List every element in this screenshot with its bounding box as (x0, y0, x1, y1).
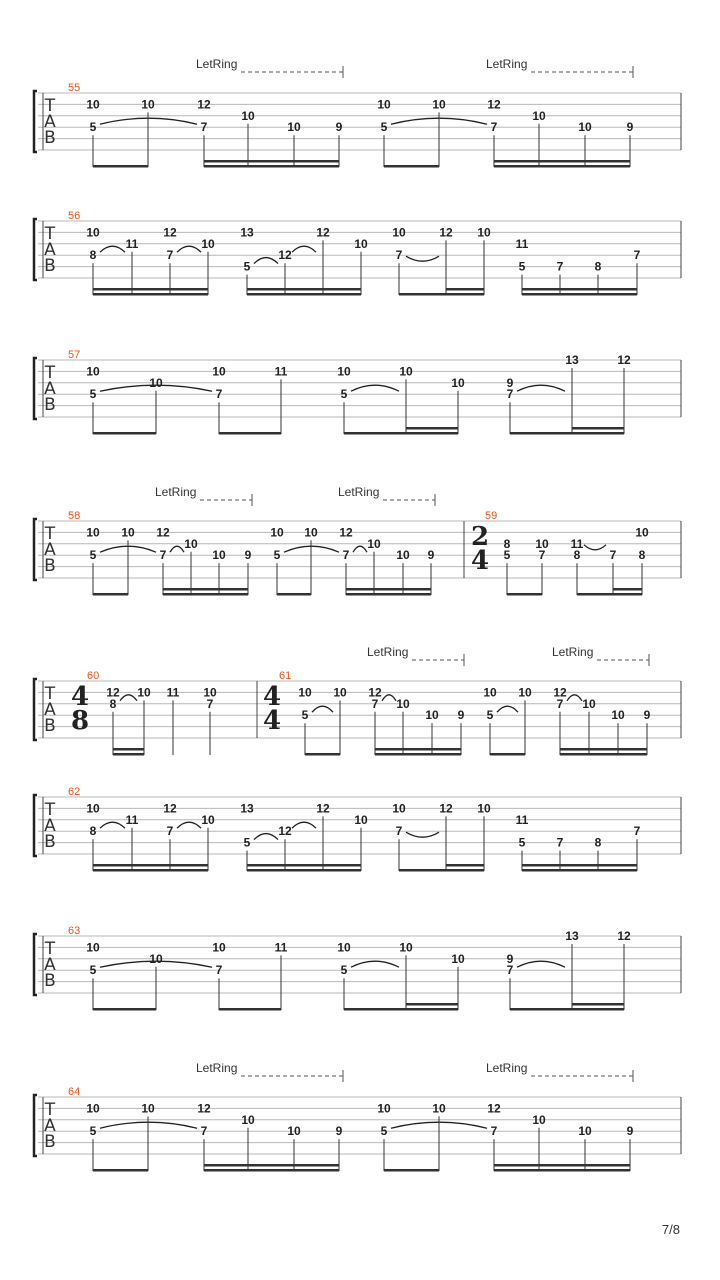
fret-number: 5 (380, 120, 388, 135)
fret-number: 7 (609, 548, 617, 563)
fret-number: 7 (395, 824, 403, 839)
fret-number: 10 (287, 120, 301, 135)
fret-number: 11 (515, 812, 529, 827)
system-bracket (34, 91, 37, 152)
beam (93, 1169, 148, 1172)
tab-clef-letter: A (44, 379, 56, 399)
beam (344, 1008, 458, 1011)
fret-number: 9 (244, 548, 252, 563)
fret-number: 10 (337, 940, 351, 955)
fret-number: 5 (518, 259, 526, 274)
fret-number: 9 (335, 1124, 343, 1139)
fret-number: 11 (570, 536, 584, 551)
fret-number: 10 (121, 525, 135, 540)
beam-secondary (247, 288, 361, 291)
tie-arc (177, 822, 201, 828)
tie-arc (584, 545, 606, 550)
fret-number: 10 (337, 364, 351, 379)
fret-number: 10 (477, 801, 491, 816)
fret-number: 7 (633, 824, 641, 839)
measure-number: 56 (68, 210, 81, 222)
tab-clef-letter: T (44, 800, 56, 820)
tab-clef-letter: T (44, 96, 56, 116)
fret-number: 8 (594, 259, 602, 274)
fret-number: 7 (159, 548, 167, 563)
fret-number: 5 (243, 259, 251, 274)
fret-number: 12 (197, 1101, 211, 1116)
fret-number: 10 (86, 940, 100, 955)
fret-number: 10 (212, 548, 226, 563)
fret-number: 10 (184, 536, 198, 551)
beam-secondary (522, 288, 637, 291)
fret-number: 10 (287, 1124, 301, 1139)
fret-number: 10 (86, 225, 100, 240)
fret-number: 9 (506, 375, 514, 390)
fret-number: 10 (477, 225, 491, 240)
measure-number: 55 (68, 82, 81, 94)
beam (277, 593, 311, 596)
fret-number: 10 (354, 812, 368, 827)
fret-number: 10 (241, 108, 255, 123)
tab-clef-letter: B (44, 256, 56, 276)
fret-number: 5 (486, 708, 494, 723)
fret-number: 12 (368, 685, 382, 700)
fret-number: 10 (582, 696, 596, 711)
beam (113, 753, 144, 756)
fret-number: 10 (86, 1101, 100, 1116)
tie-arc (100, 246, 125, 252)
tie-arc (353, 546, 367, 552)
fret-number: 10 (354, 236, 368, 251)
fret-number: 12 (316, 225, 330, 240)
beam (204, 165, 339, 168)
fret-number: 10 (212, 364, 226, 379)
fret-number: 10 (201, 812, 215, 827)
beam (399, 293, 484, 296)
tab-clef-letter: T (44, 1100, 56, 1120)
tab-clef-letter: B (44, 971, 56, 991)
fret-number: 7 (166, 824, 174, 839)
tie-arc (497, 706, 518, 712)
measure-number: 57 (68, 349, 81, 361)
beam (93, 869, 208, 872)
fret-number: 8 (638, 548, 646, 563)
fret-number: 5 (89, 548, 97, 563)
beam (510, 1008, 624, 1011)
tab-clef-letter: A (44, 112, 56, 132)
fret-number: 12 (197, 97, 211, 112)
fret-number: 5 (340, 387, 348, 402)
tie-arc (292, 822, 316, 828)
fret-number: 7 (371, 696, 379, 711)
fret-number: 10 (518, 685, 532, 700)
beam-secondary (247, 864, 361, 867)
time-signature-bottom: 4 (262, 706, 282, 736)
beam-secondary (560, 748, 647, 751)
tab-clef-letter: B (44, 1132, 56, 1152)
fret-number: 10 (432, 97, 446, 112)
beam-secondary (446, 864, 484, 867)
beam (375, 753, 461, 756)
beam (522, 293, 637, 296)
fret-number: 13 (240, 225, 254, 240)
fret-number: 10 (377, 1101, 391, 1116)
beam (346, 593, 431, 596)
fret-number: 7 (342, 548, 350, 563)
fret-number: 5 (89, 120, 97, 135)
tie-arc (170, 546, 184, 552)
fret-number: 10 (425, 708, 439, 723)
fret-number: 12 (553, 685, 567, 700)
measure-number: 59 (485, 510, 498, 522)
beam (93, 432, 156, 435)
measure-number: 60 (87, 670, 100, 682)
tab-clef-letter: T (44, 224, 56, 244)
fret-number: 10 (578, 120, 592, 135)
system-bracket (34, 795, 37, 856)
beam-secondary (204, 1164, 339, 1167)
tab-clef-letter: A (44, 240, 56, 260)
fret-number: 5 (89, 1124, 97, 1139)
beam-secondary (406, 427, 458, 430)
fret-number: 10 (270, 525, 284, 540)
fret-number: 11 (515, 236, 529, 251)
fret-number: 13 (240, 801, 254, 816)
beam-secondary (93, 864, 208, 867)
fret-number: 10 (399, 940, 413, 955)
time-signature-top: 2 (470, 522, 490, 552)
fret-number: 10 (86, 97, 100, 112)
fret-number: 7 (556, 259, 564, 274)
fret-number: 10 (578, 1124, 592, 1139)
beam-secondary (446, 288, 484, 291)
tab-clef-letter: A (44, 1116, 56, 1136)
fret-number: 9 (427, 548, 435, 563)
fret-number: 11 (125, 236, 139, 251)
fret-number: 5 (243, 835, 251, 850)
fret-number: 12 (617, 353, 631, 367)
beam (384, 1169, 439, 1172)
fret-number: 5 (518, 835, 526, 850)
time-signature-bottom: 8 (70, 706, 90, 736)
tie-arc (517, 961, 565, 967)
fret-number: 10 (635, 525, 649, 540)
beam-secondary (572, 427, 624, 430)
beam-secondary (494, 1164, 630, 1167)
let-ring-label: LetRing (486, 57, 528, 71)
fret-number: 12 (156, 525, 170, 540)
fret-number: 8 (503, 536, 511, 551)
beam (93, 293, 208, 296)
time-signature-bottom: 4 (470, 546, 490, 576)
tab-clef-letter: T (44, 939, 56, 959)
fret-number: 8 (89, 824, 97, 839)
fret-number: 13 (565, 353, 579, 367)
let-ring-label: LetRing (552, 645, 594, 659)
beam (577, 593, 642, 596)
beam-secondary (494, 160, 630, 163)
fret-number: 5 (380, 1124, 388, 1139)
tab-clef-letter: B (44, 716, 56, 736)
fret-number: 10 (86, 801, 100, 816)
tab-clef-letter: B (44, 395, 56, 415)
system-bracket (34, 679, 37, 740)
let-ring-label: LetRing (155, 485, 197, 499)
fret-number: 10 (399, 364, 413, 379)
tie-arc (120, 695, 137, 701)
beam (344, 432, 458, 435)
fret-number: 10 (432, 1101, 446, 1116)
fret-number: 7 (166, 248, 174, 263)
fret-number: 12 (617, 929, 631, 943)
let-ring-label: LetRing (196, 57, 238, 71)
beam (305, 753, 340, 756)
tab-clef-letter: A (44, 540, 56, 560)
fret-number: 10 (367, 536, 381, 551)
fret-number: 5 (89, 963, 97, 978)
fret-number: 8 (109, 696, 117, 711)
beam (247, 293, 361, 296)
beam (219, 1008, 281, 1011)
measure-number: 62 (68, 786, 81, 798)
fret-number: 12 (439, 225, 453, 240)
beam (522, 869, 637, 872)
tie-arc (567, 695, 582, 701)
time-signature-top: 4 (70, 682, 90, 712)
fret-number: 7 (556, 835, 564, 850)
fret-number: 10 (483, 685, 497, 700)
fret-number: 10 (298, 685, 312, 700)
tie-arc (517, 385, 565, 391)
tie-arc (177, 246, 201, 252)
beam (219, 432, 281, 435)
fret-number: 11 (125, 812, 139, 827)
fret-number: 7 (506, 387, 514, 402)
tab-clef-letter: A (44, 955, 56, 975)
beam-secondary (572, 1003, 624, 1006)
fret-number: 10 (535, 536, 549, 551)
fret-number: 10 (532, 1112, 546, 1127)
tie-arc (254, 834, 278, 840)
fret-number: 9 (506, 951, 514, 966)
fret-number: 10 (137, 685, 151, 700)
tie-arc (292, 246, 316, 252)
beam (399, 869, 484, 872)
tab-clef-letter: A (44, 816, 56, 836)
beam (507, 593, 542, 596)
fret-number: 10 (86, 525, 100, 540)
fret-number: 10 (377, 97, 391, 112)
fret-number: 10 (304, 525, 318, 540)
fret-number: 12 (163, 225, 177, 240)
tie-arc (351, 961, 399, 967)
beam-secondary (522, 864, 637, 867)
fret-number: 5 (301, 708, 309, 723)
fret-number: 10 (149, 951, 163, 966)
fret-number: 9 (335, 120, 343, 135)
fret-number: 8 (594, 835, 602, 850)
fret-number: 10 (149, 375, 163, 390)
tie-arc (312, 706, 333, 712)
fret-number: 10 (86, 364, 100, 379)
fret-number: 7 (215, 387, 223, 402)
fret-number: 9 (626, 1124, 634, 1139)
fret-number: 10 (141, 1101, 155, 1116)
fret-number: 7 (490, 120, 498, 135)
fret-number: 12 (316, 801, 330, 816)
beam-secondary (204, 160, 339, 163)
beam (163, 593, 248, 596)
beam-secondary (613, 588, 642, 591)
fret-number: 10 (396, 696, 410, 711)
tab-clef-letter: B (44, 556, 56, 576)
fret-number: 11 (166, 685, 180, 700)
fret-number: 13 (565, 929, 579, 943)
tab-clef-letter: B (44, 128, 56, 148)
fret-number: 5 (340, 963, 348, 978)
beam-secondary (163, 588, 248, 591)
fret-number: 11 (274, 940, 288, 955)
tie-arc (382, 695, 396, 701)
fret-number: 10 (203, 685, 217, 700)
system-bracket (34, 1095, 37, 1156)
tie-arc (351, 385, 399, 391)
beam-secondary (93, 288, 208, 291)
tie-arc (254, 258, 278, 264)
fret-number: 12 (439, 801, 453, 816)
fret-number: 7 (633, 248, 641, 263)
system-bracket (34, 358, 37, 419)
fret-number: 7 (215, 963, 223, 978)
beam (93, 1008, 156, 1011)
let-ring-label: LetRing (367, 645, 409, 659)
beam (247, 869, 361, 872)
measure-number: 61 (279, 670, 292, 682)
beam (490, 753, 525, 756)
fret-number: 9 (626, 120, 634, 135)
fret-number: 5 (273, 548, 281, 563)
fret-number: 12 (106, 685, 120, 700)
beam-secondary (406, 1003, 458, 1006)
beam (204, 1169, 339, 1172)
system-bracket (34, 519, 37, 580)
beam-secondary (375, 748, 461, 751)
tab-clef-letter: T (44, 524, 56, 544)
fret-number: 10 (141, 97, 155, 112)
fret-number: 9 (643, 708, 651, 723)
beam (494, 1169, 630, 1172)
fret-number: 11 (274, 364, 288, 379)
let-ring-label: LetRing (486, 1061, 528, 1075)
fret-number: 9 (457, 708, 465, 723)
tie-arc (406, 256, 439, 261)
beam (560, 753, 647, 756)
page-number: 7/8 (661, 1222, 680, 1237)
fret-number: 7 (200, 120, 208, 135)
fret-number: 10 (241, 1112, 255, 1127)
measure-number: 64 (68, 1086, 81, 1098)
fret-number: 5 (503, 548, 511, 563)
tab-clef-letter: T (44, 363, 56, 383)
beam-secondary (113, 748, 144, 751)
fret-number: 10 (392, 225, 406, 240)
fret-number: 12 (278, 248, 292, 263)
fret-number: 7 (395, 248, 403, 263)
time-signature-top: 4 (262, 682, 282, 712)
fret-number: 10 (451, 375, 465, 390)
beam (494, 165, 630, 168)
beam-secondary (346, 588, 431, 591)
fret-number: 12 (487, 1101, 501, 1116)
let-ring-label: LetRing (196, 1061, 238, 1075)
fret-number: 7 (200, 1124, 208, 1139)
fret-number: 7 (556, 696, 564, 711)
beam (510, 432, 624, 435)
fret-number: 7 (538, 548, 546, 563)
beam (93, 165, 148, 168)
fret-number: 10 (333, 685, 347, 700)
fret-number: 10 (212, 940, 226, 955)
beam (93, 593, 128, 596)
fret-number: 12 (339, 525, 353, 540)
let-ring-label: LetRing (338, 485, 380, 499)
fret-number: 12 (487, 97, 501, 112)
fret-number: 10 (532, 108, 546, 123)
fret-number: 8 (89, 248, 97, 263)
tab-clef-letter: A (44, 700, 56, 720)
fret-number: 10 (451, 951, 465, 966)
fret-number: 5 (89, 387, 97, 402)
system-bracket (34, 934, 37, 995)
fret-number: 7 (206, 696, 214, 711)
tie-arc (100, 822, 125, 828)
fret-number: 10 (611, 708, 625, 723)
fret-number: 10 (201, 236, 215, 251)
tab-clef-letter: T (44, 684, 56, 704)
fret-number: 12 (278, 824, 292, 839)
measure-number: 63 (68, 925, 81, 937)
fret-number: 10 (396, 548, 410, 563)
tab-clef-letter: B (44, 832, 56, 852)
fret-number: 8 (573, 548, 581, 563)
fret-number: 7 (506, 963, 514, 978)
measure-number: 58 (68, 510, 81, 522)
fret-number: 12 (163, 801, 177, 816)
fret-number: 7 (490, 1124, 498, 1139)
tie-arc (406, 832, 439, 837)
fret-number: 10 (392, 801, 406, 816)
system-bracket (34, 219, 37, 280)
beam (384, 165, 439, 168)
